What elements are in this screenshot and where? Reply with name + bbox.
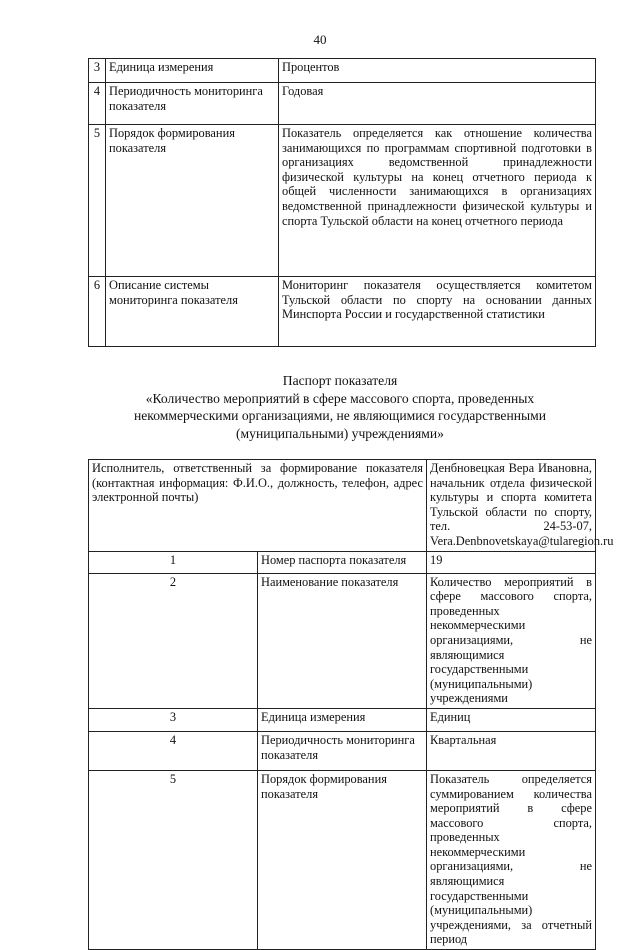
row-label: Наименование показателя xyxy=(258,573,427,708)
passport-title-line: (муниципальными) учреждениями» xyxy=(236,425,444,441)
table-row xyxy=(89,59,596,83)
executor-value: Денбновецкая Вера Ивановна, начальник отдела физической культуры и спорта комитета Тульской области по спорту, тел. 24-53-07, Vera.Denbnovetskaya@tularegion.ru xyxy=(427,460,596,552)
row-label: Единица измерения xyxy=(258,708,427,731)
row-number: 5 xyxy=(89,125,106,277)
table-row xyxy=(89,551,596,573)
passport-title-line: некоммерческими организациями, не являющимися государственными xyxy=(134,408,546,423)
row-number: 3 xyxy=(89,708,258,731)
row-label: Порядок формирования показателя xyxy=(258,770,427,949)
row-number: 4 xyxy=(89,83,106,125)
table-row xyxy=(89,731,596,770)
passport-title-line: «Количество мероприятий в сфере массового спорта, проведенных xyxy=(145,390,535,406)
table-row xyxy=(89,125,596,277)
executor-label: Исполнитель, ответственный за формирование показателя (контактная информация: Ф.И.О., должность, телефон, адрес электронной почты) xyxy=(89,460,427,552)
indicator-table-continued xyxy=(88,58,596,347)
row-value: Показатель определяется как отношение количества занимающихся по программам спортивной подготовки в организациях ведомственной принадлежности физической культуры на конец отчетного периода к общей численности занимающихся в организациях ведомственной принадлежности физической культуры и спорта Тульской области на конец отчетного периода xyxy=(279,125,596,277)
row-number: 4 xyxy=(89,731,258,770)
table-row xyxy=(89,277,596,347)
indicator-passport-table xyxy=(88,459,614,950)
row-value: Показатель определяется суммированием количества мероприятий в сфере массового спорта, проведенных некоммерческими организациями, не являющимися государственными (муниципальными) учреждениями, за отчетный период xyxy=(427,770,596,949)
row-label: Периодичность мониторинга показателя xyxy=(106,83,279,125)
row-label: Периодичность мониторинга показателя xyxy=(258,731,427,770)
row-label: Описание системы мониторинга показателя xyxy=(106,277,279,347)
row-number: 1 xyxy=(89,551,258,573)
row-value: Годовая xyxy=(279,83,596,125)
table-row xyxy=(89,770,596,949)
page-number: 40 xyxy=(313,32,327,47)
row-label: Номер паспорта показателя xyxy=(258,551,427,573)
passport-title xyxy=(80,372,600,442)
row-number: 2 xyxy=(89,573,258,708)
row-value: Единиц xyxy=(427,708,596,731)
row-value: 19 xyxy=(427,551,596,573)
table-row xyxy=(89,460,596,552)
row-value: Квартальная xyxy=(427,731,596,770)
row-number: 6 xyxy=(89,277,106,347)
row-value: Процентов xyxy=(279,59,596,83)
table-row xyxy=(89,573,596,708)
table-row xyxy=(89,708,596,731)
table-row xyxy=(89,83,596,125)
row-number: 5 xyxy=(89,770,258,949)
row-label: Единица измерения xyxy=(106,59,279,83)
row-value: Мониторинг показателя осуществляется комитетом Тульской области по спорту на основании данных Минспорта России и государственной статистики xyxy=(279,277,596,347)
row-value: Количество мероприятий в сфере массового спорта, проведенных некоммерческими организациями, не являющимися государственными (муниципальными) учреждениями xyxy=(427,573,596,708)
row-label: Порядок формирования показателя xyxy=(106,125,279,277)
passport-heading: Паспорт показателя xyxy=(282,373,398,388)
row-number: 3 xyxy=(89,59,106,83)
